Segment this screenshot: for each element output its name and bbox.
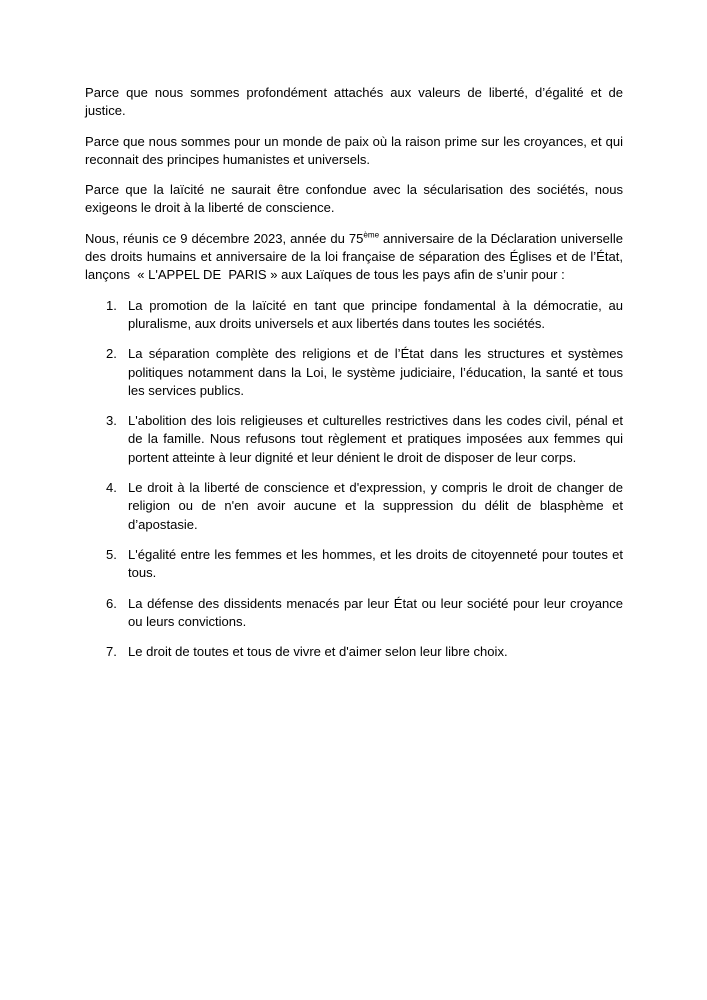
list-text: La séparation complète des religions et de l’État dans les structures et systèmes politiques notamment dans la Loi, le système judiciaire, l’éducation, la santé et tous les services publics. [128, 346, 623, 398]
list-item-1 [106, 297, 623, 334]
list-number: 6. [106, 595, 117, 611]
paragraph-parce-que-3: Parce que la laïcité ne saurait être confondue avec la sécularisation des sociétés, nous exigeons le droit à la liberté de conscience. [85, 182, 623, 216]
list-number: 2. [106, 346, 117, 362]
list-text: La promotion de la laïcité en tant que principe fondamental à la démocratie, au pluralisme, aux droits universels et aux libertés dans toutes les sociétés. [128, 297, 623, 331]
paragraph-parce-que-1: Parce que nous sommes profondément attachés aux valeurs de liberté, d’égalité et de justice. [85, 85, 623, 119]
list-number: 5. [106, 546, 117, 562]
ordinal-superscript: ème [363, 230, 380, 240]
list-number: 4. [106, 480, 117, 496]
list-text: L'égalité entre les femmes et les hommes, et les droits de citoyenneté pour toutes et tous. [128, 546, 623, 581]
list-text: L'abolition des lois religieuses et culturelles restrictives dans les codes civil, pénal et de la famille. Nous refusons tout règlement et pratiques imposées aux femmes qui portent atteinte à leur dignité et leur dénient le droit de disposer de leur corps. [128, 413, 623, 465]
list-item-5 [106, 546, 623, 583]
list-item-2 [106, 345, 623, 400]
list-item-3 [106, 412, 623, 467]
paragraph-parce-que-2: Parce que nous sommes pour un monde de paix où la raison prime sur les croyances, et qui reconnait des principes humanistes et universels. [85, 133, 623, 167]
document-body [85, 84, 623, 661]
intro-text-after-superscript: anniversaire de la Déclaration universelle des droits humains et anniversaire de la loi française de séparation des Églises et de l’État, lançons « L'APPEL DE PARIS » aux Laïques de tous les pays afin de s’unir pour : [85, 230, 623, 283]
list-item-7 [106, 643, 623, 661]
list-number: 1. [106, 297, 117, 313]
list-text: Le droit de toutes et tous de vivre et d'aimer selon leur libre choix. [128, 644, 508, 660]
intro-text-before-superscript: Nous, réunis ce 9 décembre 2023, année du 75 [85, 230, 364, 246]
paragraph-intro-appel [85, 230, 623, 285]
list-item-4 [106, 479, 623, 534]
list-number: 3. [106, 413, 117, 429]
list-item-6 [106, 595, 623, 632]
list-text: La défense des dissidents menacés par leur État ou leur société pour leur croyance ou leurs convictions. [128, 595, 623, 629]
list-number: 7. [106, 644, 117, 660]
list-text: Le droit à la liberté de conscience et d'expression, y compris le droit de changer de religion ou de n'en avoir aucune et la suppression du délit de blasphème et d’apostasie. [128, 480, 623, 532]
